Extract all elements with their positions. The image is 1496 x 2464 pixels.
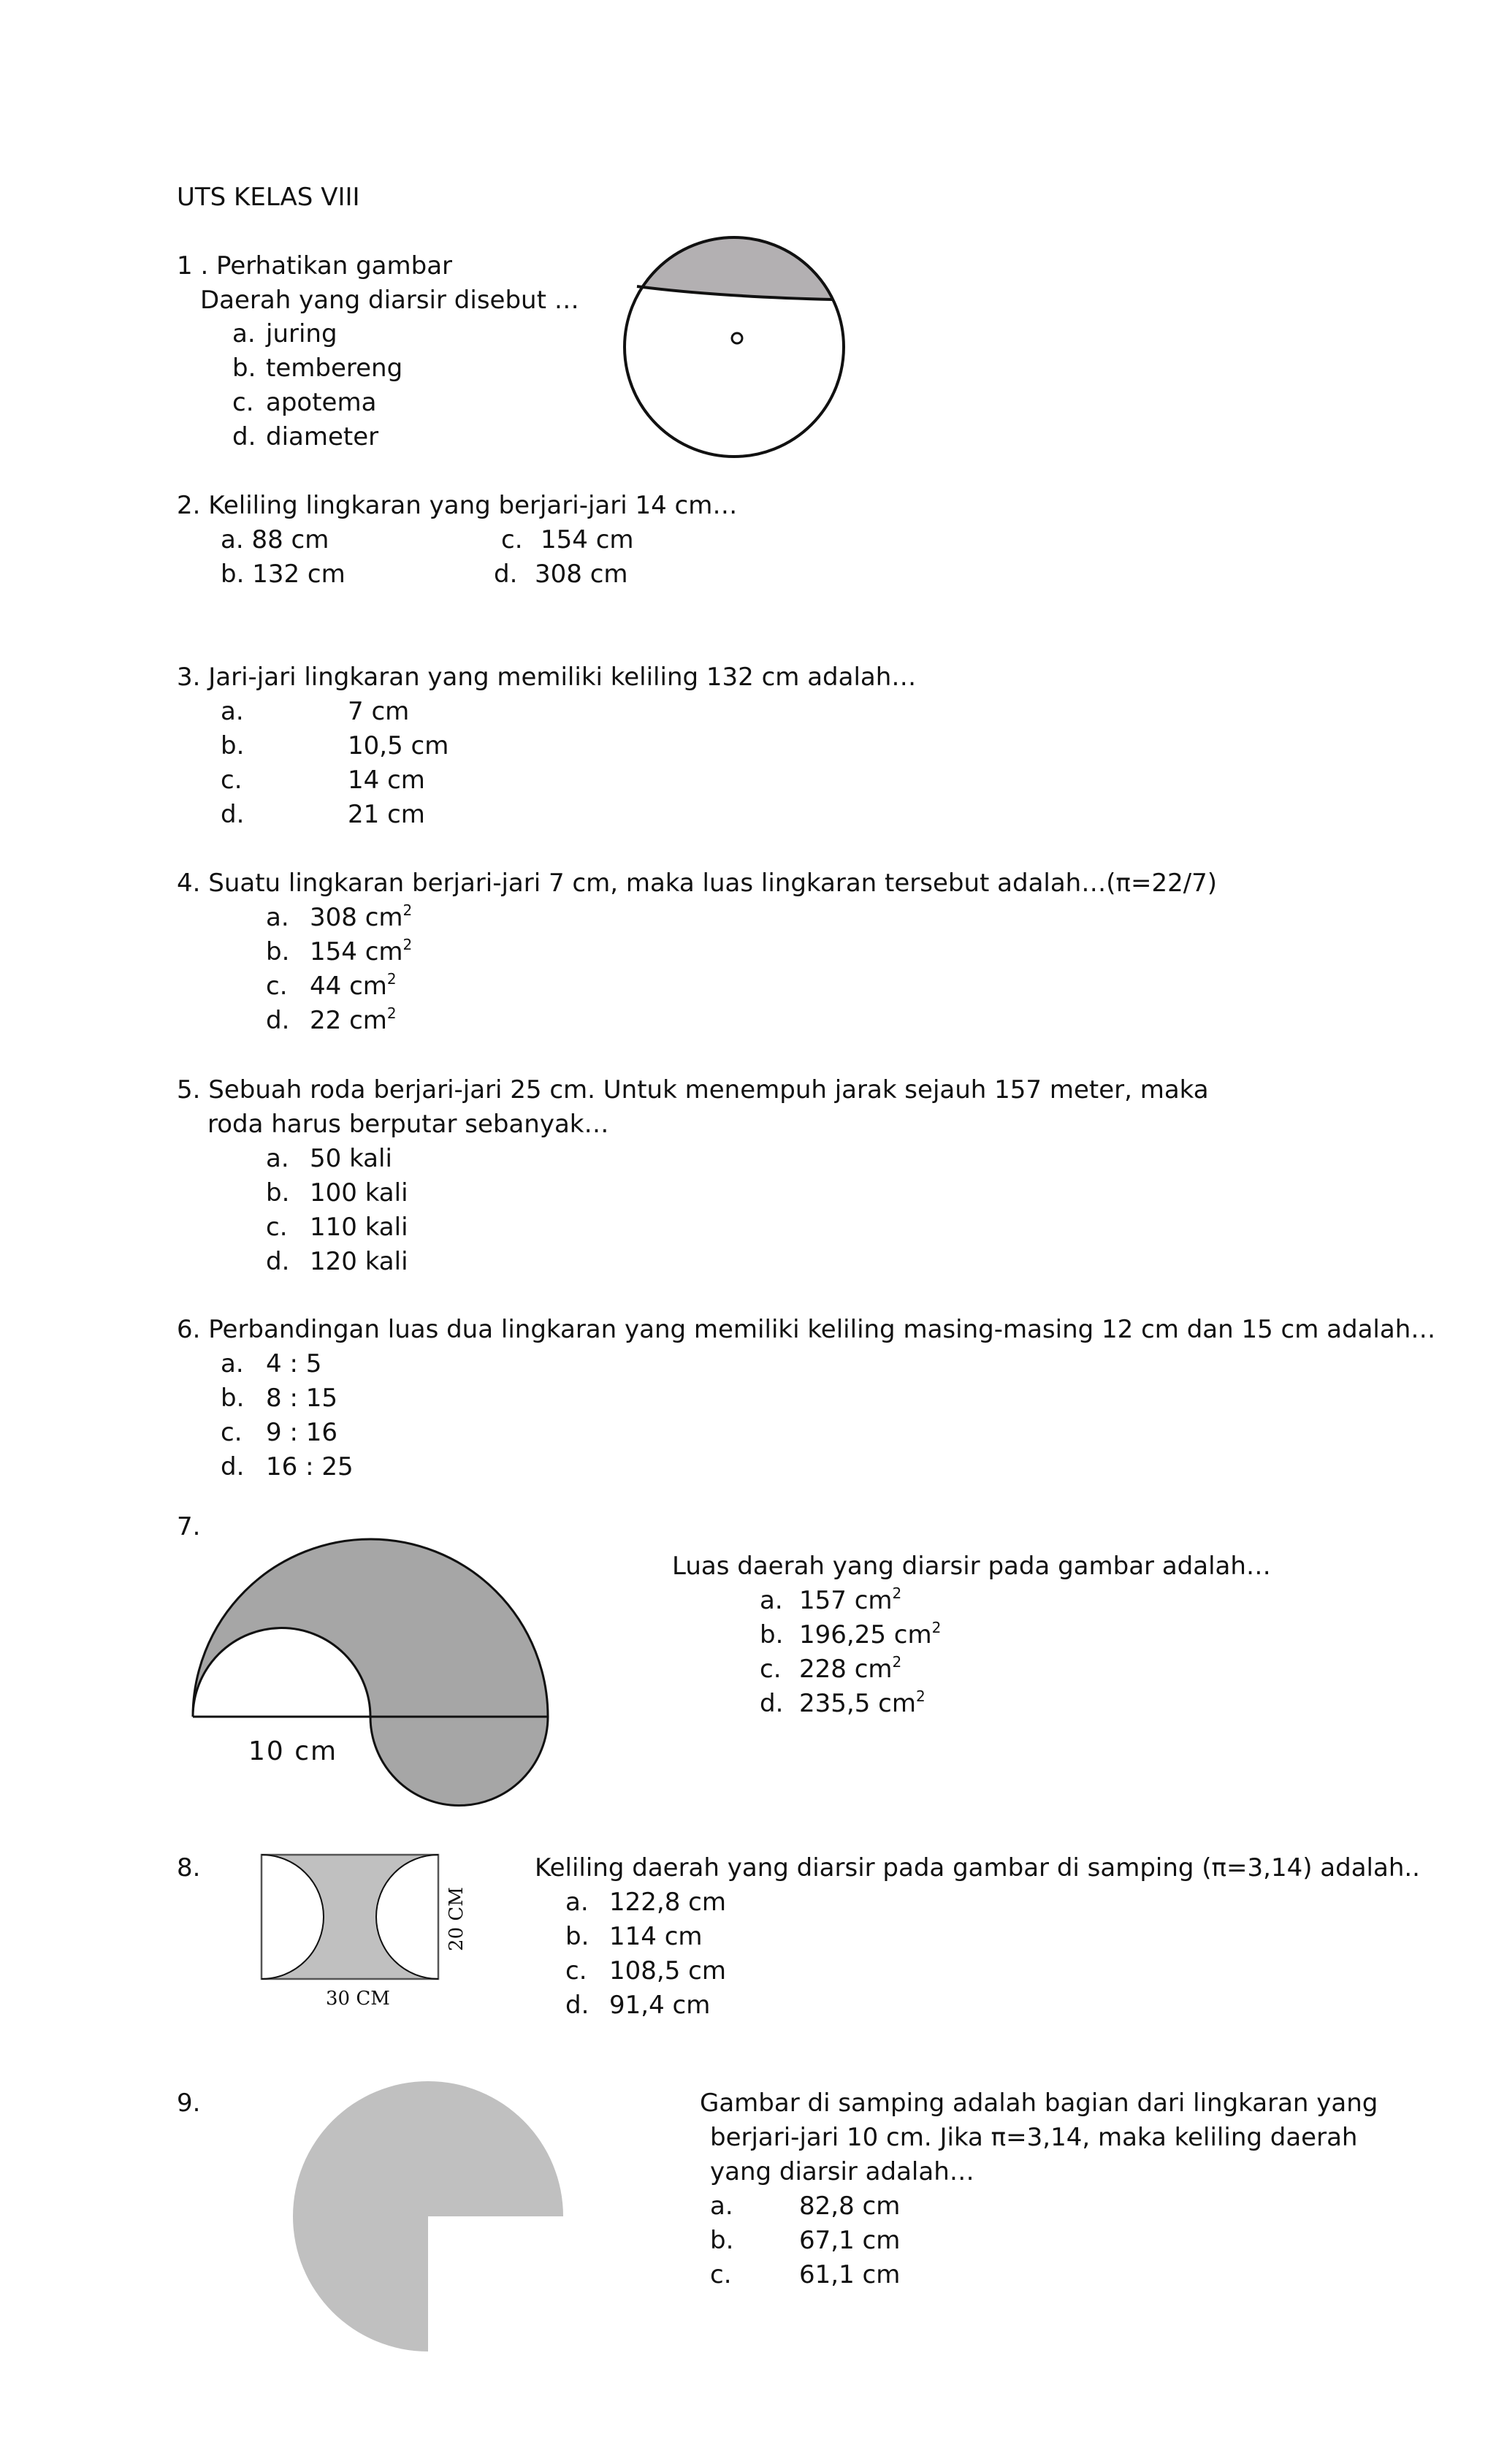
q8-option-a-letter: a. [565,1888,589,1917]
q9-option-c-text: 61,1 cm [799,2260,901,2289]
q6-option-c-letter: c. [221,1418,243,1447]
q2-option-b: b. 132 cm [221,560,346,589]
q1-option-b-letter: b. [232,354,256,383]
q5-option-b-text: 100 kali [310,1178,408,1208]
q5-option-c-letter: c. [266,1213,288,1242]
q1-stem-line1: 1 . Perhatikan gambar [177,251,453,281]
q6-option-d-text: 16 : 25 [266,1452,354,1481]
q5-stem-line1: 5. Sebuah roda berjari-jari 25 cm. Untuk menempuh jarak sejauh 157 meter, maka [177,1075,1209,1105]
q6-stem: 6. Perbandingan luas dua lingkaran yang memiliki keliling masing-masing 12 cm dan 15 cm adalah… [177,1315,1436,1344]
q7-figure-label: 10 cm [248,1736,338,1766]
q2-option-a: a. 88 cm [221,525,329,554]
q2-option-c-letter: c. [501,525,523,554]
q3-option-d-text: 21 cm [348,800,425,829]
q5-option-d-text: 120 kali [310,1247,408,1276]
q7-option-a-text: 157 $cm^2$ [799,1584,902,1615]
q4-option-d-letter: d. [266,1006,290,1035]
q6-option-b-letter: b. [221,1384,245,1413]
q8-option-b-letter: b. [565,1922,589,1951]
q9-option-a-letter: a. [710,2192,733,2221]
q9-shaded-sector [293,2081,563,2352]
q4-option-c-text: 44 $cm^2$ [310,970,397,1001]
q9-option-b-text: 67,1 cm [799,2226,901,2255]
q4-option-c-letter: c. [266,972,288,1001]
q6-option-d-letter: d. [221,1452,245,1481]
q5-option-a-text: 50 kali [310,1144,392,1173]
q1-option-d-text: diameter [266,422,379,451]
q2-option-c-text: 154 cm [541,525,634,554]
q7-shaded-lower [370,1717,548,1806]
q8-width-label: 30 CM [326,1988,390,2010]
q7-shaded-upper [193,1539,548,1717]
q8-option-d-text: 91,4 cm [609,1991,711,2020]
q4-stem: 4. Suatu lingkaran berjari-jari 7 cm, maka luas lingkaran tersebut adalah…(π=22/7) [177,869,1218,898]
q7-stem: Luas daerah yang diarsir pada gambar adalah… [672,1552,1271,1581]
page-title: UTS KELAS VIII [177,183,360,212]
q7-figure [183,1538,562,1830]
q4-option-a-letter: a. [266,903,289,932]
q3-option-d-letter: d. [221,800,245,829]
q7-option-c-letter: c. [760,1655,782,1684]
q3-option-c-text: 14 cm [348,766,425,795]
q9-number: 9. [177,2089,201,2118]
q1-option-c-text: apotema [266,388,377,417]
q1-center-point [732,333,742,343]
q2-option-d-text: 308 cm [535,560,628,589]
q5-option-d-letter: d. [266,1247,290,1276]
q5-option-c-text: 110 kali [310,1213,408,1242]
q3-option-b-text: 10,5 cm [348,731,449,760]
q2-stem: 2. Keliling lingkaran yang berjari-jari 14 cm… [177,491,738,520]
q4-option-d-text: 22 $cm^2$ [310,1004,397,1035]
q6-option-b-text: 8 : 15 [266,1384,337,1413]
q9-stem-line3: yang diarsir adalah… [710,2157,974,2186]
q9-stem-line1: Gambar di samping adalah bagian dari lingkaran yang [700,2089,1378,2118]
q1-option-a-letter: a. [232,319,256,348]
q8-option-c-letter: c. [565,1956,587,1986]
q5-option-b-letter: b. [266,1178,290,1208]
q2-option-d-letter: d. [494,560,518,589]
q9-option-a-text: 82,8 cm [799,2192,901,2221]
q8-height-label: 20 CM [446,1887,468,1951]
q9-option-c-letter: c. [710,2260,732,2289]
q7-number: 7. [177,1512,201,1541]
q8-option-d-letter: d. [565,1991,589,2020]
q1-option-c-letter: c. [232,388,254,417]
q7-option-d-letter: d. [760,1689,784,1718]
q6-option-a-letter: a. [221,1349,244,1378]
q5-option-a-letter: a. [266,1144,289,1173]
q7-option-a-letter: a. [760,1586,783,1615]
q9-stem-line2: berjari-jari 10 cm. Jika π=3,14, maka keliling daerah [710,2123,1358,2152]
q9-figure [285,2075,570,2360]
q8-shaded-region [262,1855,438,1979]
q8-stem: Keliling daerah yang diarsir pada gambar di samping (π=3,14) adalah.. [535,1853,1420,1883]
q7-option-c-text: 228 $cm^2$ [799,1653,902,1684]
q8-option-a-text: 122,8 cm [609,1888,726,1917]
q7-option-b-letter: b. [760,1620,784,1649]
q7-option-d-text: 235,5 $cm^2$ [799,1687,926,1718]
q1-circle-figure [614,226,855,468]
q3-option-b-letter: b. [221,731,245,760]
q3-option-a-letter: a. [221,697,244,726]
q9-option-b-letter: b. [710,2226,734,2255]
q4-option-b-letter: b. [266,937,290,966]
q3-stem: 3. Jari-jari lingkaran yang memiliki keliling 132 cm adalah… [177,663,917,692]
q6-option-a-text: 4 : 5 [266,1349,322,1378]
q4-option-a-text: 308 $cm^2$ [310,901,413,932]
q8-option-b-text: 114 cm [609,1922,703,1951]
q6-option-c-text: 9 : 16 [266,1418,337,1447]
q4-option-b-text: 154 $cm^2$ [310,936,413,966]
q8-number: 8. [177,1853,201,1883]
q8-option-c-text: 108,5 cm [609,1956,726,1986]
q3-option-c-letter: c. [221,766,243,795]
q1-option-a-text: juring [266,319,337,348]
q1-stem-line2: Daerah yang diarsir disebut … [200,286,579,315]
q3-option-a-text: 7 cm [348,697,410,726]
q8-figure [256,1852,446,1987]
q1-option-b-text: tembereng [266,354,403,383]
q5-stem-line2: roda harus berputar sebanyak… [207,1110,609,1139]
q1-option-d-letter: d. [232,422,256,451]
q7-option-b-text: 196,25 $cm^2$ [799,1619,942,1649]
